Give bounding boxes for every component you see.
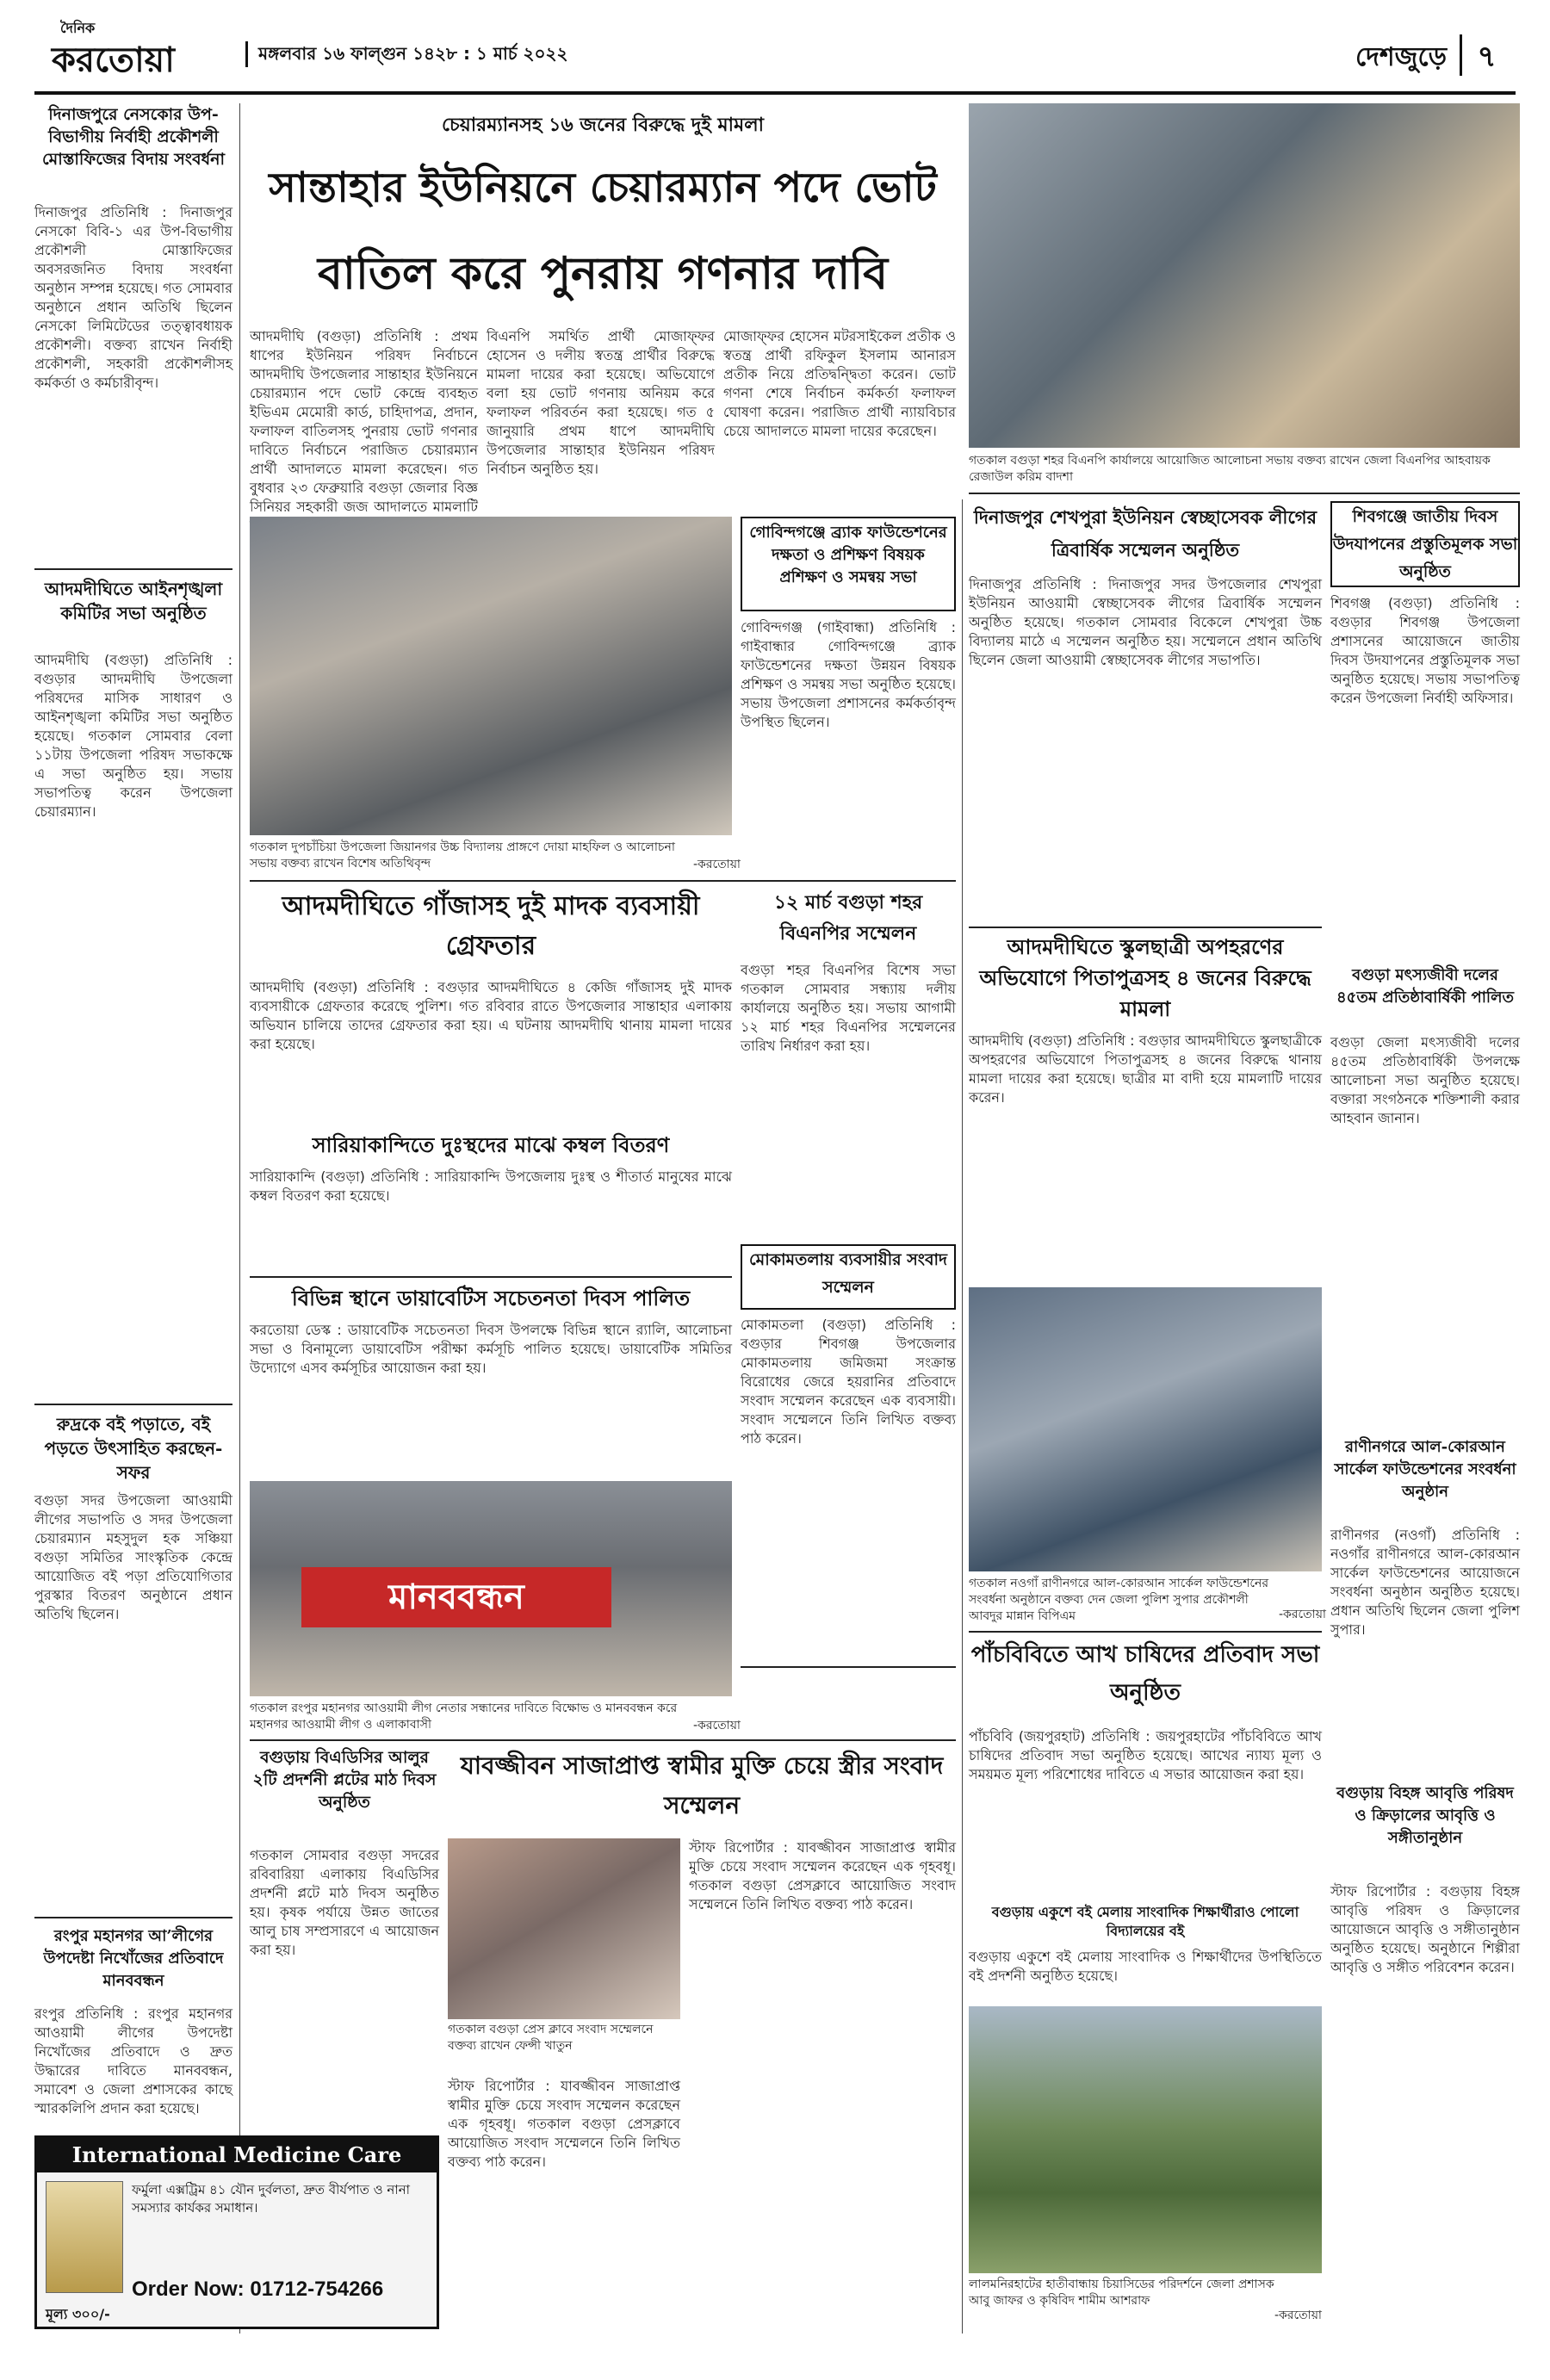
headline-mokamtala: মোকামতলায় ব্যবসায়ীর সংবাদ সম্মেলন (741, 1244, 956, 1310)
divider (741, 1666, 956, 1668)
headline-dinajpur-conference: দিনাজপুর শেখপুরা ইউনিয়ন স্বেচ্ছাসেবক লীগের ত্রিবার্ষিক সম্মেলন অনুষ্ঠিত (973, 506, 1318, 561)
photo-caption-press: গতকাল বগুড়া প্রেস ক্লাবে সংবাদ সম্মেলনে বক্তব্য রাখেন ফেন্সী খাতুন (448, 2023, 654, 2053)
divider (969, 1631, 1322, 1633)
photo-caption-police: গতকাল নওগাঁ রাণীনগরে আল-কোরআন সার্কেল ফাউন্ডেশনের সংবর্ধনা অনুষ্ঠানে বক্তব্য দেন জেলা পুলিশ সুপার প্রকৌশলী আবদুর মান্নান বিপিএম (969, 1577, 1269, 1623)
divider (250, 1276, 732, 1278)
article-left-1: দিনাজপুর প্রতিনিধি : দিনাজপুর নেসকো বিবি-১ এর উপ-বিভাগীয় প্রকৌশলী মোস্তাফিজের অবসরজনিত বিদায় সংবর্ধনা অনুষ্ঠান সম্পন্ন হয়েছে। গত সোমবার অনুষ্ঠানে প্রধান অতিথি ছিলেন নেসকো লিমিটেডের তত্ত্বাবধায়ক প্রকৌশলী। বক্তব্য রাখেন নির্বাহী প্রকৌশলী, সহকারী প্রকৌশলীসহ কর্মকর্তা ও কর্মচারীবৃন্দ। (34, 204, 232, 391)
photo-credit-mid: -করতোয়া (692, 858, 741, 871)
article-diabetes: করতোয়া ডেস্ক : ডায়াবেটিক সচেতনতা দিবস উপলক্ষে বিভিন্ন স্থানে র‌্যালি, আলোচনা সভা ও বিনামূল্যে ডায়াবেটিস পরীক্ষা কর্মসূচি পালিত হয়েছে। ডায়াবেটিক সমিতির উদ্যোগে এসব কর্মসূচির আয়োজন করা হয়। (250, 1322, 732, 1376)
top-story-headline-1: সান্তাহার ইউনিয়নে চেয়ারম্যান পদে ভোট (269, 164, 937, 212)
ad-body: ফর্মুলা এক্সট্রিম ৪১ যৌন দুর্বলতা, দ্রুত বীর্যপাত ও নানা সমস্যার কার্যকর সমাধান। (132, 2182, 411, 2216)
photo-credit-chia: -করতোয়া (1274, 2309, 1322, 2322)
article-life-sentence-cont: স্টাফ রিপোর্টার : যাবজ্জীবন সাজাপ্রাপ্ত স্বামীর মুক্তি চেয়ে সংবাদ সম্মেলন করেছেন এক গৃহবধূ। গতকাল বগুড়া প্রেসক্লাবে আয়োজিত সংবাদ সম্মেলনে তিনি লিখিত বক্তব্য পাঠ করেন। (448, 2078, 680, 2170)
article-shibganj: শিবগঞ্জ (বগুড়া) প্রতিনিধি : বগুড়ার শিবগঞ্জ উপজেলা প্রশাসনের আয়োজনে জাতীয় দিবস উদযাপনের প্রস্তুতিমূলক সভা অনুষ্ঠিত হয়েছে। সভায় সভাপতিত্ব করেন উপজেলা নির্বাহী অফিসার। (1330, 595, 1520, 706)
article-ganja-arrest: আদমদীঘি (বগুড়া) প্রতিনিধি : বগুড়ার আদমদীঘিতে ৪ কেজি গাঁজাসহ দুই মাদক ব্যবসায়ীকে গ্রেফতার করেছে পুলিশ। গত রবিবার রাতে উপজেলার সান্তাহার এলাকায় অভিযান চালিয়ে তাদের গ্রেফতার করা হয়। এ ঘটনায় আদমদীঘি থানায় মামলা দায়ের করা হয়েছে। (250, 979, 732, 1052)
photo-police-speech (969, 1287, 1322, 1571)
left-column (34, 103, 232, 2325)
headline-left-3: রুদ্রকে বই পড়াতে, বই পড়তে উৎসাহিত করছেন-সফর (44, 1414, 223, 1483)
divider (969, 927, 1322, 928)
article-dinajpur-conference: দিনাজপুর প্রতিনিধি : দিনাজপুর সদর উপজেলার শেখপুরা ইউনিয়ন আওয়ামী স্বেচ্ছাসেবক লীগের ত্রিবার্ষিক সম্মেলন অনুষ্ঠিত হয়েছে। গতকাল সোমবার বিকেলে শেখপুরা উচ্চ বিদ্যালয় মাঠে এ সম্মেলন অনুষ্ঠিত হয়। সম্মেলনে প্রধান অতিথি ছিলেন জেলা আওয়ামী স্বেচ্ছাসেবক লীগের সভাপতি। (969, 576, 1322, 668)
article-kidnap-case: আদমদীঘি (বগুড়া) প্রতিনিধি : বগুড়ার আদমদীঘিতে স্কুলছাত্রীকে অপহরণের অভিযোগে পিতাপুত্রসহ ৪ জনের বিরুদ্ধে থানায় মামলা দায়ের করা হয়েছে। ছাত্রীর মা বাদী হয়ে মামলাটি দায়ের করেন। (969, 1032, 1322, 1106)
column-divider (962, 499, 963, 2334)
headline-fisherman-party: বগুড়া মৎস্যজীবী দলের ৪৫তম প্রতিষ্ঠাবার্ষিকী পালিত (1336, 966, 1514, 1007)
photo-bnp-meeting (969, 103, 1520, 448)
top-story-kicker: চেয়ারম্যানসহ ১৬ জনের বিরুদ্ধে দুই মামলা (441, 115, 765, 136)
divider (969, 493, 1520, 494)
photo-human-chain (250, 1481, 732, 1696)
ad-product-image (46, 2181, 123, 2293)
top-story-column-3: মোজাফ্ফর হোসেন মটরসাইকেল প্রতীক ও স্বতন্ত্র প্রার্থী রফিকুল ইসলাম আনারস প্রতীক নিয়ে প্রতিদ্বন্দ্বিতা করেন। ভোট গণনা শেষে নির্বাচন কর্মকর্তা ফলাফল ঘোষণা করেন। পরাজিত প্রার্থী ন্যায়বিচার চেয়ে আদালতে মামলা দায়ের করেছেন। (723, 328, 956, 439)
photo-credit-police: -করতোয়া (1278, 1608, 1326, 1621)
headline-shibganj: শিবগঞ্জে জাতীয় দিবস উদযাপনের প্রস্তুতিমূলক সভা অনুষ্ঠিত (1330, 501, 1520, 587)
article-gobindaganj: গোবিন্দগঞ্জ (গাইবান্ধা) প্রতিনিধি : গাইবান্ধার গোবিন্দগঞ্জে ব্র্যাক ফাউন্ডেশনের দক্ষতা উন্নয়ন বিষয়ক প্রশিক্ষণ ও সমন্বয় সভা অনুষ্ঠিত হয়েছে। সভায় উপজেলা প্রশাসনের কর্মকর্তাবৃন্দ উপস্থিত ছিলেন। (741, 619, 956, 730)
article-ranigonj: রাণীনগর (নওগাঁ) প্রতিনিধি : নওগাঁর রাণীনগরে আল-কোরআন সার্কেল ফাউন্ডেশনের আয়োজনে সংবর্ধনা অনুষ্ঠান অনুষ্ঠিত হয়েছে। প্রধান অতিথি ছিলেন জেলা পুলিশ সুপার। (1330, 1527, 1520, 1638)
headline-diabetes: বিভিন্ন স্থানে ডায়াবেটিস সচেতনতা দিবস পালিত (291, 1286, 691, 1311)
article-sariakandi: সারিয়াকান্দি (বগুড়া) প্রতিনিধি : সারিয়াকান্দি উপজেলায় দুঃস্থ ও শীতার্ত মানুষের মাঝে কম্বল বিতরণ করা হয়েছে। (250, 1168, 732, 1204)
article-life-sentence: স্টাফ রিপোর্টার : যাবজ্জীবন সাজাপ্রাপ্ত স্বামীর মুক্তি চেয়ে সংবাদ সম্মেলন করেছেন এক গৃহবধূ। গতকাল বগুড়া প্রেসক্লাবে আয়োজিত সংবাদ সম্মেলনে তিনি লিখিত বক্তব্য পাঠ করেন। (689, 1839, 956, 1912)
column-divider (239, 103, 240, 2334)
headline-ranigonj: রাণীনগরে আল-কোরআন সার্কেল ফাউন্ডেশনের সংবর্ধনা অনুষ্ঠান (1334, 1438, 1516, 1501)
photo-caption-banner: গতকাল রংপুর মহানগর আওয়ামী লীগ নেতার সন্ধানের দাবিতে বিক্ষোভ ও মানববন্ধন করে মহানগর আওয়ামী লীগ ও এলাকাবাসী (250, 1701, 678, 1732)
masthead-logo: করতোয়া (52, 40, 175, 80)
top-story-headline-2: বাতিল করে পুনরায় গণনার দাবি (317, 247, 889, 300)
masthead-date: মঙ্গলবার ১৬ ফাল্গুন ১৪২৮ : ১ মার্চ ২০২২ (245, 41, 848, 67)
headline-book-fair: বগুড়ায় একুশে বই মেলায় সাংবাদিক শিক্ষার্থীরাও পোলো বিদ্যালয়ের বই (991, 1904, 1299, 1939)
headline-sariakandi: সারিয়াকান্দিতে দুঃস্থদের মাঝে কম্বল বিতরণ (312, 1132, 670, 1157)
article-fisherman-party: বগুড়া জেলা মৎস্যজীবী দলের ৪৫তম প্রতিষ্ঠাবার্ষিকী উপলক্ষে আলোচনা সভা অনুষ্ঠিত হয়েছে। বক্তারা সংগঠনকে শক্তিশালী করার আহবান জানান। (1330, 1034, 1520, 1126)
headline-badc-field-day: বগুড়ায় বিএডিসির আলুর ২টি প্রদর্শনী প্লটের মাঠ দিবস অনুষ্ঠিত (252, 1748, 437, 1812)
article-cane-farmers: পাঁচবিবি (জয়পুরহাট) প্রতিনিধি : জয়পুরহাটের পাঁচবিবিতে আখ চাষিদের প্রতিবাদ সভা অনুষ্ঠিত হয়েছে। আখের ন্যায্য মূল্য ও সময়মত মূল্য পরিশোধের দাবিতে এ সভার আয়োজন করা হয়। (969, 1728, 1322, 1782)
article-mokamtala: মোকামতলা (বগুড়া) প্রতিনিধি : বগুড়ার শিবগঞ্জ উপজেলার মোকামতলায় জমিজমা সংক্রান্ত বিরোধের জেরে হয়রানির প্রতিবাদে সংবাদ সম্মেলন করেছেন এক ব্যবসায়ী। সংবাদ সম্মেলনে তিনি লিখিত বক্তব্য পাঠ করেন। (741, 1317, 956, 1447)
page-number: ৭ (1460, 34, 1511, 76)
photo-caption-top: গতকাল বগুড়া শহর বিএনপি কার্যালয়ে আয়োজিত আলোচনা সভায় বক্তব্য রাখেন জেলা বিএনপির আহবায়ক রেজাউল করিম বাদশা (969, 454, 1491, 484)
article-bnp-conference: বগুড়া শহর বিএনপির বিশেষ সভা গতকাল সোমবার সন্ধ্যায় দলীয় কার্যালয়ে অনুষ্ঠিত হয়। সভায় আগামী ১২ মার্চ শহর বিএনপির সম্মেলনের তারিখ নির্ধারণ করা হয়। (741, 962, 956, 1054)
headline-left-4: রংপুর মহানগর আ’লীগের উপদেষ্টা নিখোঁজের প্রতিবাদে মানববন্ধন (43, 1927, 224, 1990)
divider (250, 880, 956, 882)
headline-ganja-arrest: আদমদীঘিতে গাঁজাসহ দুই মাদক ব্যবসায়ী গ্রেফতার (282, 891, 700, 961)
masthead-logo-small: দৈনিক (60, 20, 96, 36)
divider (34, 1404, 232, 1405)
top-story-column-2: বিএনপি সমর্থিত প্রার্থী মোজাফ্ফর হোসেন ও দলীয় স্বতন্ত্র প্রার্থীর বিরুদ্ধে মামলা দায়ের করা হয়েছে। অভিযোগে বলা হয় ভোট গণনায় অনিয়ম করে ফলাফল পরিবর্তন করা হয়েছে। গত ৫ জানুয়ারি প্রথম ধাপে আদমদীঘি উপজেলার সান্তাহার ইউনিয়ন পরিষদ নির্বাচন অনুষ্ঠিত হয়। (487, 328, 715, 477)
divider (34, 568, 232, 570)
headline-cane-farmers: পাঁচবিবিতে আখ চাষিদের প্রতিবাদ সভা অনুষ্ঠিত (970, 1642, 1320, 1706)
top-story-column-1: আদমদীঘি (বগুড়া) প্রতিনিধি : প্রথম ধাপের ইউনিয়ন পরিষদ নির্বাচনে আদমদীঘি উপজেলার সান্তাহার ইউনিয়নে চেয়ারম্যান পদে ভোট কেন্দ্রে ব্যবহৃত ইভিএম মেমোরী কার্ড, চাহিদাপত্র, প্রদান, ফলাফল বাতিলসহ পুনরায় ভোট গণনার দাবিতে নির্বাচনে পরাজিত চেয়ারম্যান প্রার্থী আদালতে মামলা করেছেন। গত বুধবার ২৩ ফেব্রুয়ারি বগুড়া জেলার বিজ্ঞ সিনিয়র সহকারী জজ আদালতে মামলাটি (250, 328, 478, 515)
photo-press-conference (448, 1838, 680, 2019)
headline-kidnap-case: আদমদীঘিতে স্কুলছাত্রী অপহরণের অভিযোগে পিতাপুত্রসহ ৪ জনের বিরুদ্ধে মামলা (979, 934, 1311, 1021)
human-chain-banner: মানববন্ধন (301, 1567, 611, 1627)
section-title: দেশজুড়ে (1355, 42, 1447, 72)
headline-left-2: আদমদীঘিতে আইনশৃঙ্খলা কমিটির সভা অনুষ্ঠিত (44, 579, 223, 623)
article-left-3: বগুড়া সদর উপজেলা আওয়ামী লীগের সভাপতি ও সদর উপজেলা চেয়ারম্যান মহসুদুল হক সঞ্চিয়া বগুড়া সমিতির সাংস্কৃতিক কেন্দ্রে আয়োজিত বই পড়া প্রতিযোগিতার পুরস্কার বিতরণ অনুষ্ঠানে প্রধান অতিথি ছিলেন। (34, 1492, 232, 1622)
advertisement-box (34, 2135, 439, 2329)
article-left-2: আদমদীঘি (বগুড়া) প্রতিনিধি : বগুড়ার আদমদীঘি উপজেলা পরিষদের মাসিক সাধারণ ও আইনশৃঙ্খলা কমিটির সভা অনুষ্ঠিত হয়েছে। গতকাল সোমবার বেলা ১১টায় উপজেলা পরিষদ সভাকক্ষে এ সভা অনুষ্ঠিত হয়। সভায় সভাপতিত্ব করেন উপজেলা চেয়ারম্যান। (34, 652, 232, 820)
divider (34, 1917, 232, 1918)
headline-gobindaganj: গোবিন্দগঞ্জে ব্র্যাক ফাউন্ডেশনের দক্ষতা ও প্রশিক্ষণ বিষয়ক প্রশিক্ষণ ও সমন্বয় সভা (741, 517, 956, 611)
ad-price: মূল্য ৩০০/- (46, 2306, 110, 2322)
article-left-4: রংপুর প্রতিনিধি : রংপুর মহানগর আওয়ামী লীগের উপদেষ্টা নিখোঁজের প্রতিবাদে ও দ্রুত উদ্ধারের দাবিতে মানববন্ধন, সমাবেশ ও জেলা প্রশাসকের কাছে স্মারকলিপি প্রদান করা হয়েছে। (34, 2005, 232, 2117)
ad-order-phone[interactable]: Order Now: 01712-754266 (132, 2278, 384, 2301)
headline-recitation: বগুড়ায় বিহঙ্গ আবৃত্তি পরিষদ ও ক্রিড়ালের আবৃত্তি ও সঙ্গীতানুষ্ঠান (1336, 1784, 1514, 1847)
article-badc-field-day: গতকাল সোমবার বগুড়া সদরের রবিবারিয়া এলাকায় বিএডিসির প্রদর্শনী প্লটে মাঠ দিবস অনুষ্ঠিত হয়। কৃষক পর্যায়ে উন্নত জাতের আলু চাষ সম্প্রসারণে এ আয়োজন করা হয়। (250, 1847, 439, 1958)
headline-life-sentence: যাবজ্জীবন সাজাপ্রাপ্ত স্বামীর মুক্তি চেয়ে স্ত্রীর সংবাদ সম্মেলন (460, 1751, 944, 1819)
masthead (34, 17, 1516, 95)
photo-caption-chia: লালমনিরহাটের হাতীবান্ধায় চিয়াসিডের পরিদর্শনে জেলা প্রশাসক আবু জাফর ও কৃষিবিদ শামীম আশরাফ (969, 2278, 1274, 2308)
headline-left-1: দিনাজপুরে নেসকোর উপ-বিভাগীয় নির্বাহী প্রকৌশলী মোস্তাফিজের বিদায় সংবর্ধনা (41, 105, 226, 169)
photo-chia-field (969, 2006, 1322, 2273)
photo-prayer-gathering (250, 517, 732, 835)
ad-title: International Medicine Care (37, 2138, 437, 2172)
article-recitation: স্টাফ রিপোর্টার : বগুড়ায় বিহঙ্গ আবৃত্তি পরিষদ ও ক্রিড়ালের আয়োজনে আবৃত্তি ও সঙ্গীতানুষ্ঠান অনুষ্ঠিত হয়েছে। অনুষ্ঠানে শিল্পীরা আবৃত্তি ও সঙ্গীত পরিবেশন করেন। (1330, 1883, 1520, 1975)
headline-bnp-conference: ১২ মার্চ বগুড়া শহর বিএনপির সম্মেলন (773, 891, 923, 945)
photo-caption-mid: গতকাল দুপচাঁচিয়া উপজেলা জিয়ানগর উচ্চ বিদ্যালয় প্রাঙ্গণে দোয়া মাহফিল ও আলোচনা সভায় বক্তব্য রাখেন বিশেষ অতিথিবৃন্দ (250, 840, 675, 871)
photo-credit-banner: -করতোয়া (692, 1719, 741, 1732)
article-book-fair: বগুড়ায় একুশে বই মেলায় সাংবাদিক ও শিক্ষার্থীদের উপস্থিতিতে বই প্রদর্শনী অনুষ্ঠিত হয়েছে। (969, 1949, 1322, 1984)
divider (250, 1739, 956, 1741)
